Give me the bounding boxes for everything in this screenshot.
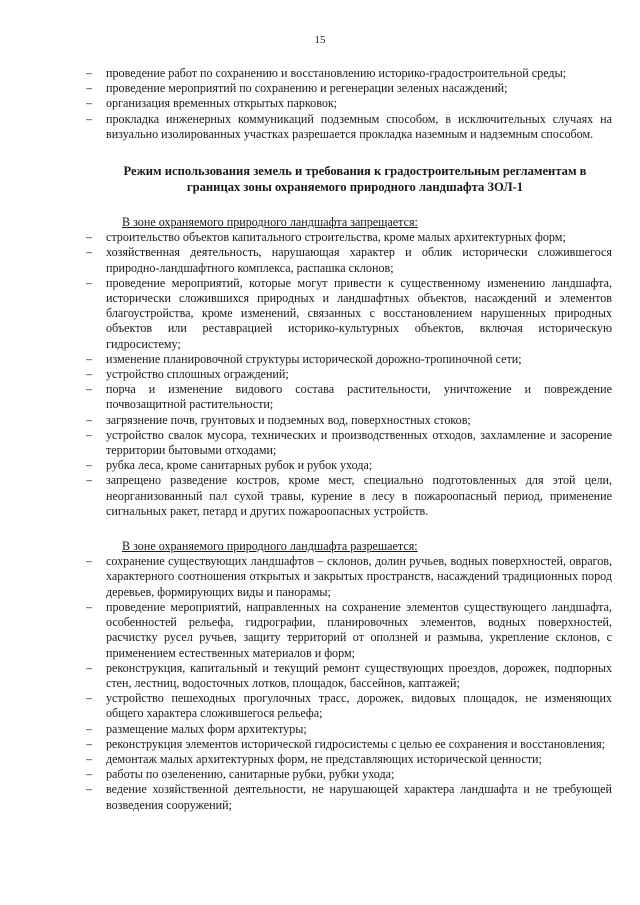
list-item: – реконструкция, капитальный и текущий ремонт существующих проездов, дорожек, подпорных стен, лестниц, водосточных лотков, площадок, бассейнов, каптажей;	[106, 661, 612, 691]
list-item: – сохранение существующих ландшафтов – склонов, долин ручьев, водных поверхностей, оврагов, характерного соотношения открытых и закрытых пространств, насаждений традиционных пород деревьев, формирующих виды и панорамы;	[106, 554, 612, 600]
list-item: – изменение планировочной структуры исторической дорожно-тропиночной сети;	[106, 352, 612, 367]
list-item: – работы по озеленению, санитарные рубки, рубки ухода;	[106, 767, 612, 782]
prohibited-subheading: В зоне охраняемого природного ландшафта запрещается:	[122, 215, 418, 230]
list-item: – проведение мероприятий по сохранению и регенерации зеленых насаждений;	[106, 81, 612, 96]
list-item: – организация временных открытых парковок;	[106, 96, 612, 111]
prohibited-list	[106, 230, 612, 519]
list-item: – ведение хозяйственной деятельности, не нарушающей характера ландшафта и не требующей возведения сооружений;	[106, 782, 612, 812]
list-item: – порча и изменение видового состава растительности, уничтожение и повреждение почвозащитной растительности;	[106, 382, 612, 412]
list-item: – запрещено разведение костров, кроме мест, специально подготовленных для этой цели, неорганизованный пал сухой травы, курение в лесу в пожароопасный период, применение сигнальных ракет, петард и других пожароопасных устройств.	[106, 473, 612, 519]
list-item: – реконструкция элементов исторической гидросистемы с целью ее сохранения и восстановления;	[106, 737, 612, 752]
section-heading-line-2: границах зоны охраняемого природного ландшафта ЗОЛ-1	[186, 180, 524, 195]
section-heading-line-1: Режим использования земель и требования к градостроительным регламентам в	[123, 164, 587, 179]
section-heading	[98, 163, 612, 195]
list-item: – размещение малых форм архитектуры;	[106, 722, 612, 737]
list-item: – устройство пешеходных прогулочных трасс, дорожек, видовых площадок, не изменяющих общего характера сложившегося рельефа;	[106, 691, 612, 721]
list-item: – загрязнение почв, грунтовых и подземных вод, поверхностных стоков;	[106, 413, 612, 428]
list-item: – демонтаж малых архитектурных форм, не представляющих исторической ценности;	[106, 752, 612, 767]
permitted-subheading: В зоне охраняемого природного ландшафта разрешается:	[122, 539, 418, 554]
list-item: – проведение мероприятий, направленных на сохранение элементов существующего ландшафта, особенностей рельефа, гидрографии, планировочных элементов, водных поверхностей, расчистку русел ручьев, защиту территорий от оползней и размыва, укрепление склонов, с применением естественных материалов и форм;	[106, 600, 612, 661]
list-item: – устройство сплошных ограждений;	[106, 367, 612, 382]
list-item: – рубка леса, кроме санитарных рубок и рубок ухода;	[106, 458, 612, 473]
top-list	[106, 66, 612, 142]
list-item: – строительство объектов капитального строительства, кроме малых архитектурных форм;	[106, 230, 612, 245]
list-item: – проведение работ по сохранению и восстановлению историко-градостроительной среды;	[106, 66, 612, 81]
list-item: – прокладка инженерных коммуникаций подземным способом, в исключительных случаях на визуально изолированных участках разрешается прокладка наземным и надземным способом.	[106, 112, 612, 142]
page-number: 15	[314, 34, 326, 46]
permitted-list	[106, 554, 612, 812]
list-item: – проведение мероприятий, которые могут привести к существенному изменению ландшафта, исторически сложившихся природных и ландшафтных объектов, насаждений и элементов благоустройства, кроме изменений, связанных с восстановлением нарушенных природных объектов или реставрацией историко-культурных объектов, включая историческую гидросистему;	[106, 276, 612, 352]
list-item: – хозяйственная деятельность, нарушающая характер и облик исторически сложившегося природно-ландшафтного комплекса, распашка склонов;	[106, 245, 612, 275]
list-item: – устройство свалок мусора, технических и производственных отходов, захламление и засорение территории бытовыми отходами;	[106, 428, 612, 458]
